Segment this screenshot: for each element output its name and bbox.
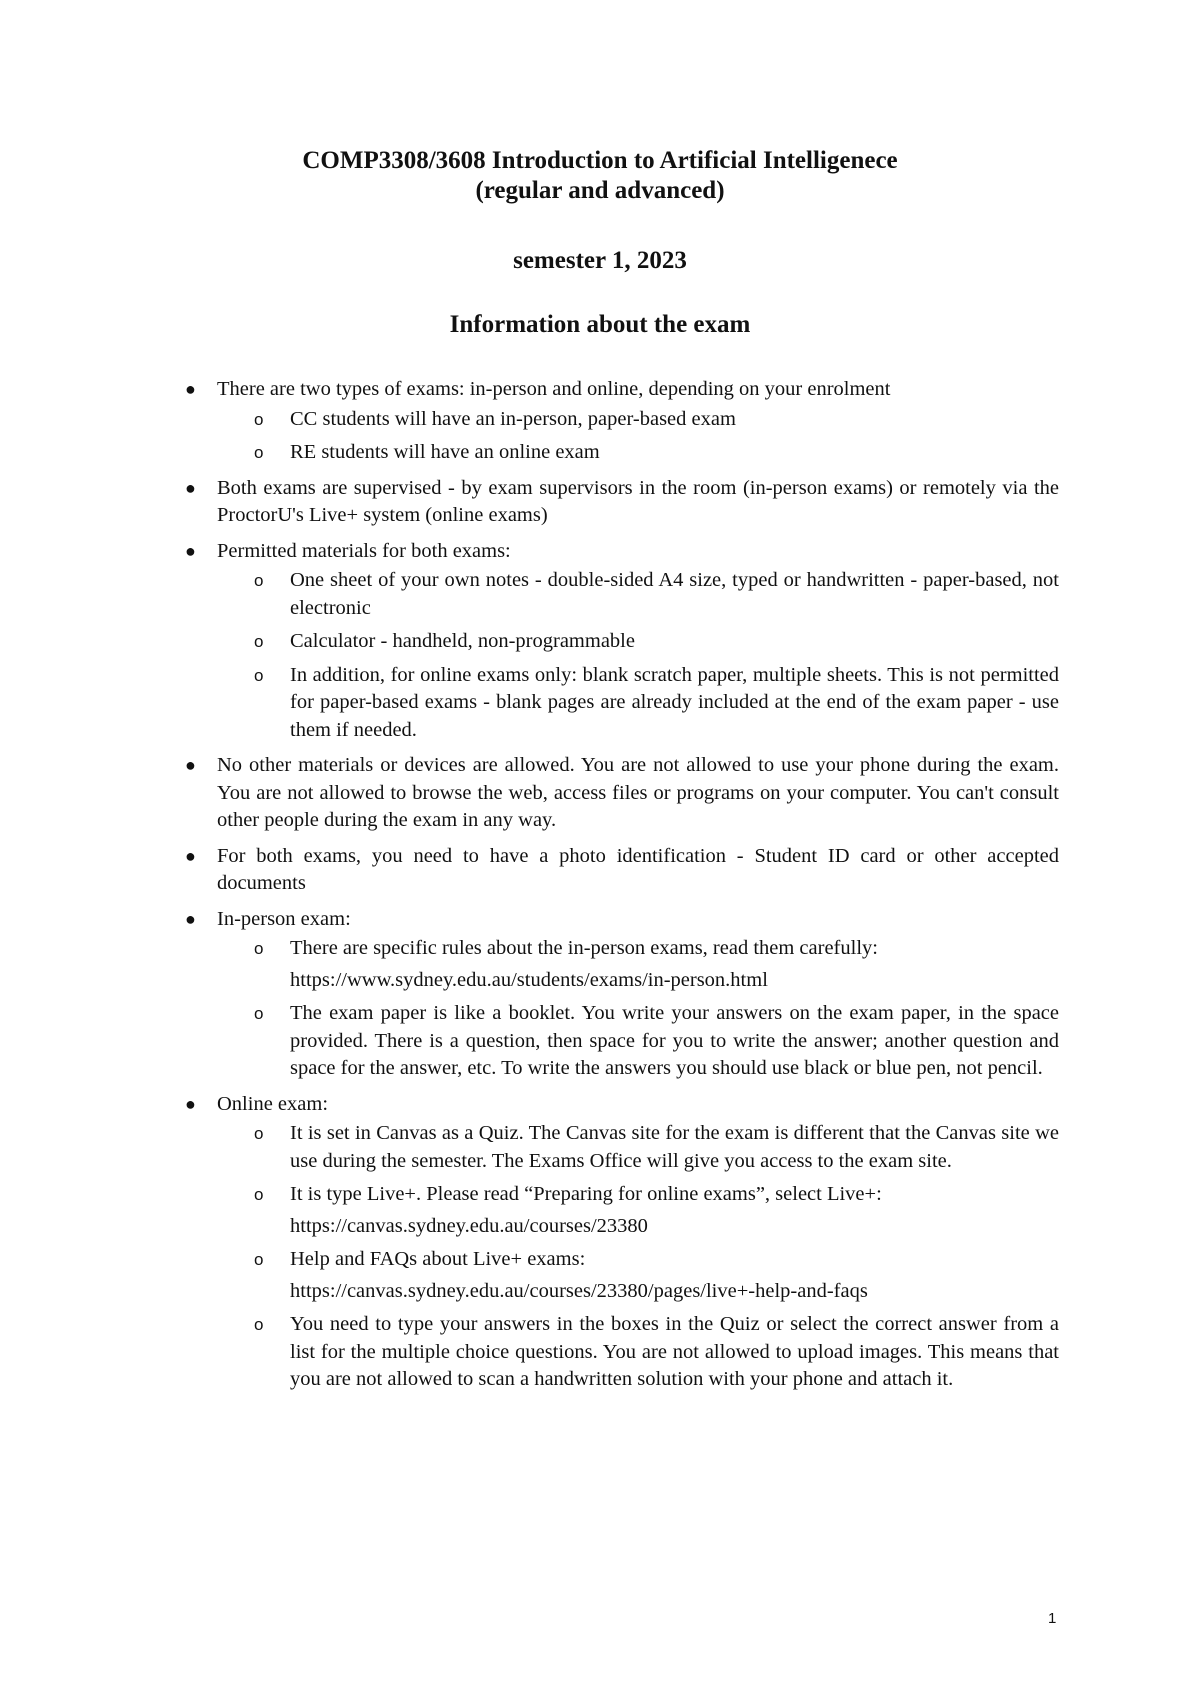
sub-item-text: There are specific rules about the in-person exams, read them carefully: xyxy=(290,937,878,959)
bullet-in-person-exam xyxy=(0,906,1059,1083)
sub-bullet-icon: o xyxy=(254,665,264,685)
in-person-rules-link[interactable]: https://www.sydney.edu.au/students/exams/in-person.html xyxy=(290,968,768,991)
bullet-icon: ● xyxy=(185,379,196,399)
sub-item-in-person-rules xyxy=(216,935,1059,994)
bullet-photo-id xyxy=(0,843,1059,898)
sub-bullet-icon: o xyxy=(254,1315,264,1334)
sub-item-text: In addition, for online exams only: blank scratch paper, multiple sheets. This is not permitted for paper-based exams - blank pages are already included at the end of the exam paper - use them if needed. xyxy=(290,663,1059,741)
bullet-exam-types xyxy=(0,376,1059,467)
sub-bullet-icon: o xyxy=(254,1004,264,1023)
bullet-text: No other materials or devices are allowed. You are not allowed to use your phone during the exam. You are not allowed to browse the web, access files or programs on your computer. You can't consult other people during the exam in any way. xyxy=(217,754,1059,831)
sub-item-text: The exam paper is like a booklet. You write your answers on the exam paper, in the space provided. There is a question, then space for you to write the answer; another question and space for the answer, etc. To write the answers you should use black or blue pen, not pencil. xyxy=(290,1002,1059,1079)
sub-bullet-icon: o xyxy=(254,632,264,651)
sub-item-canvas-quiz xyxy=(216,1120,1059,1175)
sub-item-calculator xyxy=(216,628,1059,656)
sub-bullet-icon: o xyxy=(254,1250,264,1269)
bullet-text: Permitted materials for both exams: xyxy=(217,539,511,562)
document-title xyxy=(0,146,1200,206)
bullet-icon: ● xyxy=(185,477,196,498)
exam-info-list xyxy=(0,376,1200,1402)
bullet-text: Online exam: xyxy=(217,1092,329,1115)
sub-item-re-students xyxy=(216,439,1059,467)
bullet-icon: ● xyxy=(185,755,196,775)
sub-item-text: CC students will have an in-person, paper-based exam xyxy=(290,407,736,430)
sub-item-text: You need to type your answers in the boxes in the Quiz or select the correct answer from a list for the multiple choice questions. You are not allowed to upload images. This means that you are not allowed to scan a handwritten solution with your phone and attach it. xyxy=(290,1313,1059,1390)
bullet-online-exam xyxy=(0,1091,1059,1394)
bullet-text: In-person exam: xyxy=(217,907,351,930)
sub-item-text: It is set in Canvas as a Quiz. The Canvas site for the exam is different that the Canvas site we use during the semester. The Exams Office will give you access to the exam site. xyxy=(290,1122,1059,1172)
sub-item-scratch-paper xyxy=(216,662,1059,745)
sub-bullet-icon: o xyxy=(254,1185,264,1204)
sub-item-cc-students xyxy=(216,406,1059,434)
bullet-supervised xyxy=(0,475,1059,530)
sub-item-text: One sheet of your own notes - double-sided A4 size, typed or handwritten - paper-based, not electronic xyxy=(290,569,1059,619)
sub-item-exam-booklet xyxy=(216,1000,1059,1083)
bullet-no-other-materials xyxy=(0,752,1059,835)
section-heading: Information about the exam xyxy=(449,311,751,338)
bullet-text: For both exams, you need to have a photo identification - Student ID card or other accepted documents xyxy=(217,844,1059,894)
title-line-1: COMP3308/3608 Introduction to Artificial Intelligenece xyxy=(302,147,898,174)
bullet-icon: ● xyxy=(185,845,196,866)
sub-item-text: RE students will have an online exam xyxy=(290,441,600,463)
sub-item-notes-sheet xyxy=(216,567,1059,622)
title-line-2: (regular and advanced) xyxy=(475,177,725,204)
bullet-text: Both exams are supervised - by exam supervisors in the room (in-person exams) or remotely via the ProctorU's Live+ system (online exams) xyxy=(217,476,1059,526)
bullet-text: There are two types of exams: in-person and online, depending on your enrolment xyxy=(217,378,891,400)
sub-bullet-icon: o xyxy=(254,409,264,429)
sub-item-text: It is type Live+. Please read “Preparing for online exams”, select Live+: xyxy=(290,1183,882,1205)
bullet-permitted-materials xyxy=(0,538,1059,745)
bullet-icon: ● xyxy=(185,1093,196,1114)
semester-label: semester 1, 2023 xyxy=(513,247,687,274)
bullet-icon: ● xyxy=(185,908,196,929)
sub-item-answer-rules xyxy=(216,1311,1059,1394)
sub-item-text: Calculator - handheld, non-programmable xyxy=(290,630,635,652)
sub-bullet-icon: o xyxy=(254,443,264,462)
sub-bullet-icon: o xyxy=(254,939,264,958)
page-number: 1 xyxy=(1048,1610,1057,1627)
canvas-course-link[interactable]: https://canvas.sydney.edu.au/courses/23380 xyxy=(290,1214,648,1237)
sub-item-help-faqs xyxy=(216,1246,1059,1305)
sub-item-text: Help and FAQs about Live+ exams: xyxy=(290,1248,586,1270)
bullet-icon: ● xyxy=(185,540,196,561)
sub-bullet-icon: o xyxy=(254,571,264,590)
sub-bullet-icon: o xyxy=(254,1124,264,1143)
sub-item-live-plus xyxy=(216,1181,1059,1240)
help-faqs-link[interactable]: https://canvas.sydney.edu.au/courses/23380/pages/live+-help-and-faqs xyxy=(290,1279,868,1302)
